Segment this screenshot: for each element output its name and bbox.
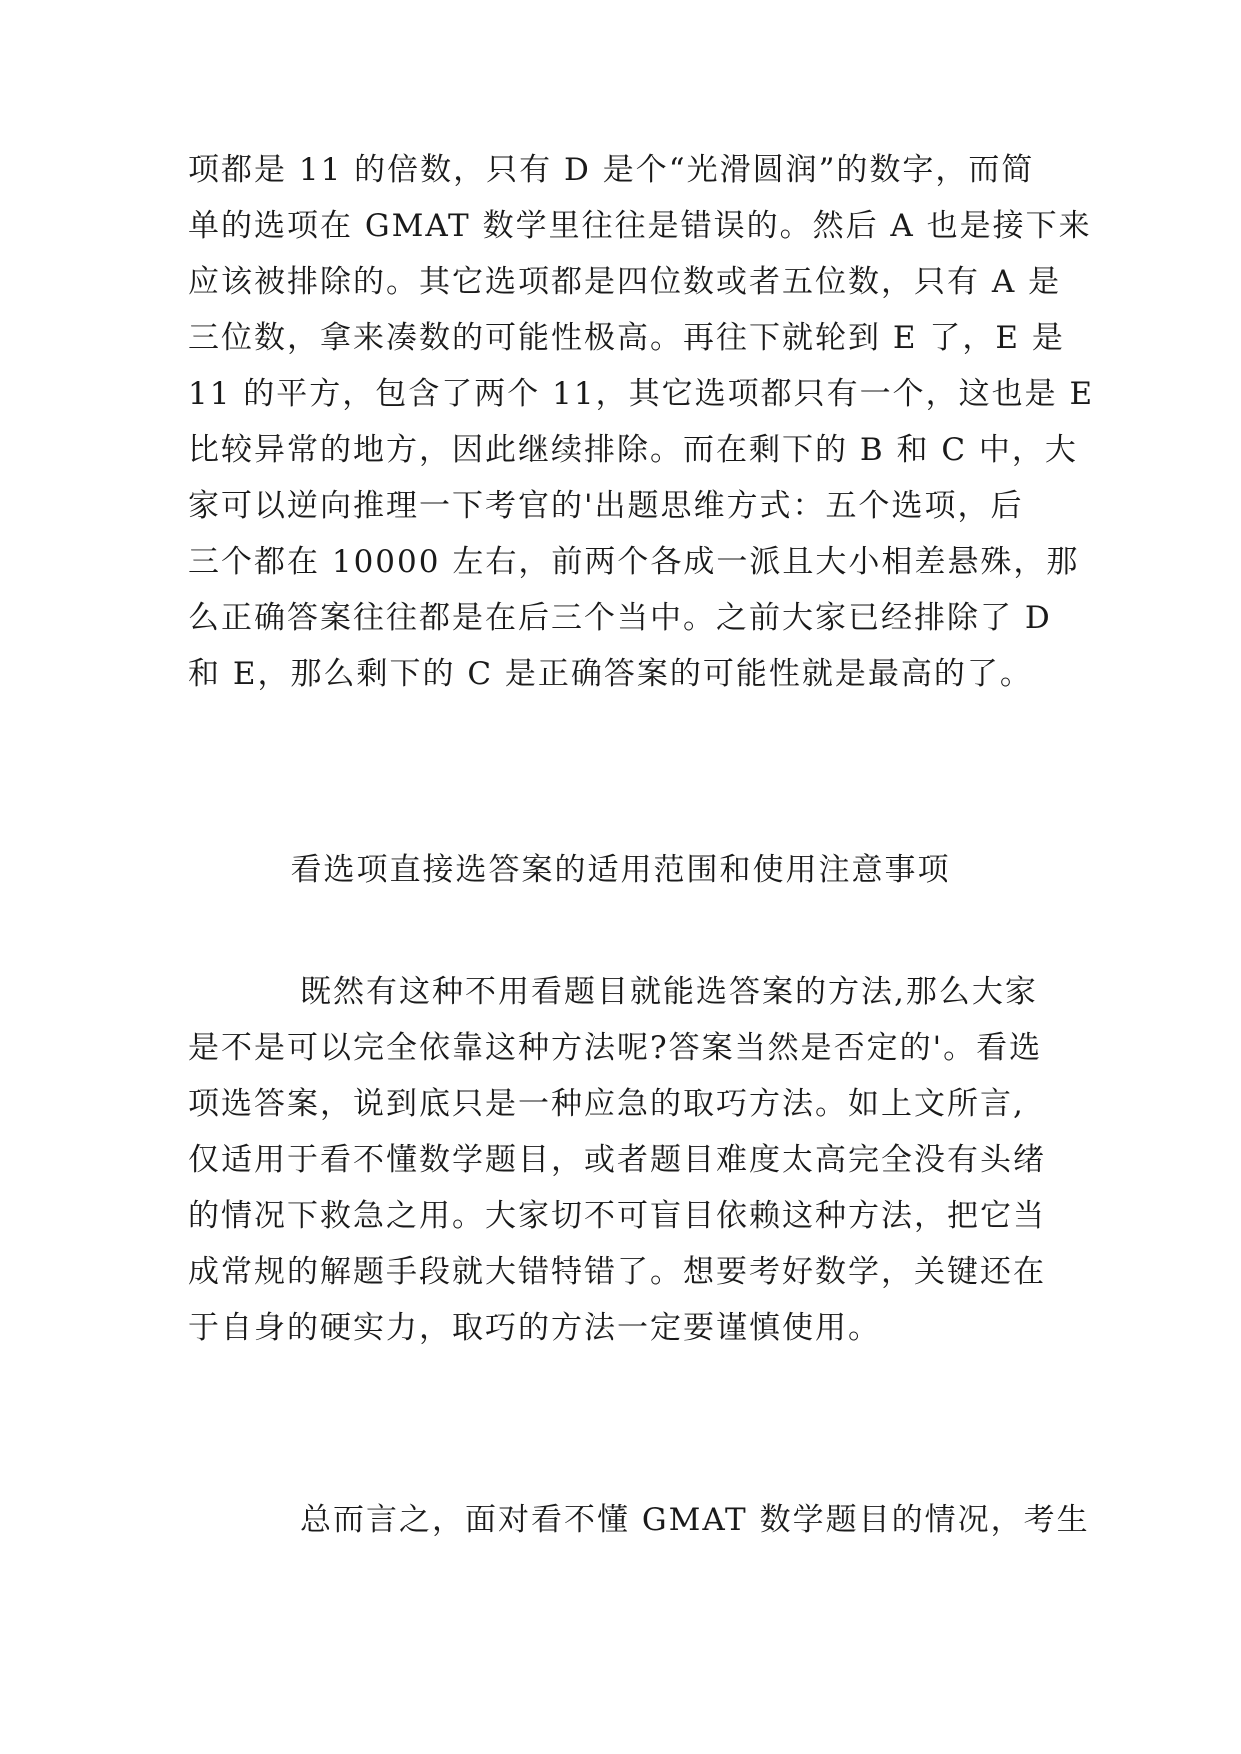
paragraph-2-line-1: 既然有这种不用看题目就能选答案的方法,那么大家 <box>300 974 1038 1010</box>
paragraph-1-line-5: 11 的平方，包含了两个 11，其它选项都只有一个，这也是 E <box>188 376 1095 412</box>
paragraph-2-line-2: 是不是可以完全依靠这种方法呢?答案当然是否定的'。看选 <box>188 1030 1043 1066</box>
paragraph-1-line-4: 三位数，拿来凑数的可能性极高。再往下就轮到 E 了，E 是 <box>188 320 1065 356</box>
paragraph-1-line-3: 应该被排除的。其它选项都是四位数或者五位数，只有 A 是 <box>188 264 1062 300</box>
paragraph-1-line-1: 项都是 11 的倍数，只有 D 是个“光滑圆润”的数字，而简 <box>188 152 1035 188</box>
paragraph-2-line-3: 项选答案，说到底只是一种应急的取巧方法。如上文所言, <box>188 1086 1025 1122</box>
paragraph-1-line-10: 和 E，那么剩下的 C 是正确答案的可能性就是最高的了。 <box>188 656 1033 692</box>
paragraph-3-line-1: 总而言之，面对看不懂 GMAT 数学题目的情况，考生 <box>300 1502 1090 1538</box>
section-heading: 看选项直接选答案的适用范围和使用注意事项 <box>290 852 951 888</box>
paragraph-2-line-7: 于自身的硬实力，取巧的方法一定要谨慎使用。 <box>188 1310 881 1346</box>
paragraph-1-line-9: 么正确答案往往都是在后三个当中。之前大家已经排除了 D <box>188 600 1052 636</box>
paragraph-2-line-4: 仅适用于看不懂数学题目，或者题目难度太高完全没有头绪 <box>188 1142 1046 1178</box>
paragraph-1-line-8: 三个都在 10000 左右，前两个各成一派且大小相差悬殊，那 <box>188 544 1080 580</box>
paragraph-2-line-6: 成常规的解题手段就大错特错了。想要考好数学，关键还在 <box>188 1254 1046 1290</box>
paragraph-1-line-7: 家可以逆向推理一下考官的'出题思维方式：五个选项，后 <box>188 488 1024 524</box>
paragraph-1-line-6: 比较异常的地方，因此继续排除。而在剩下的 B 和 C 中，大 <box>188 432 1078 468</box>
paragraph-1-line-2: 单的选项在 GMAT 数学里往往是错误的。然后 A 也是接下来 <box>188 208 1092 244</box>
paragraph-2-line-5: 的情况下救急之用。大家切不可盲目依赖这种方法，把它当 <box>188 1198 1046 1234</box>
